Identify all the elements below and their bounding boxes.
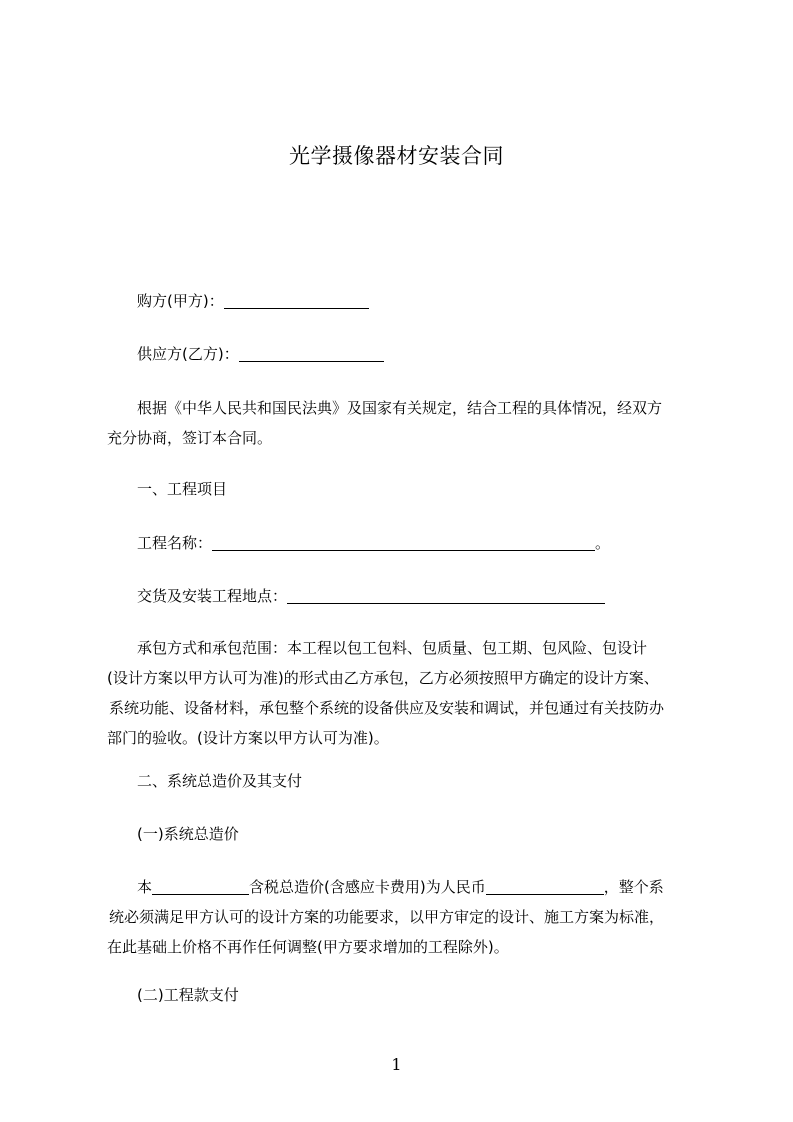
project-name-label: 工程名称： — [137, 534, 213, 552]
project-name-suffix: 。 — [595, 534, 611, 552]
scope-line-1: 承包方式和承包范围：本工程以包工包料、包质量、包工期、包风险、包设计 — [137, 639, 648, 657]
price-line-2: 统必须满足甲方认可的设计方案的功能要求，以甲方审定的设计、施工方案为标准， — [109, 908, 665, 926]
scope-line-2: (设计方案以甲方认可为准)的形式由乙方承包，乙方必须按照甲方确定的设计方案、 — [107, 669, 659, 687]
price-middle: 含税总造价(含感应卡费用)为人民币 — [249, 878, 486, 896]
price-line-1 — [107, 872, 697, 902]
delivery-location-blank — [287, 587, 605, 604]
document-title: 光学摄像器材安装合同 — [289, 144, 504, 168]
project-name-blank — [212, 534, 595, 551]
scope-paragraph — [107, 633, 697, 753]
price-suffix: ，整个系 — [603, 878, 664, 896]
subsection-1-heading: (一)系统总造价 — [137, 825, 239, 843]
price-amount-blank — [486, 878, 604, 895]
buyer-label: 购方(甲方)： — [137, 292, 224, 310]
intro-line-2: 充分协商，签订本合同。 — [107, 429, 273, 447]
page-number: 1 — [391, 1055, 402, 1074]
supplier-label: 供应方(乙方)： — [137, 345, 239, 363]
delivery-location-label: 交货及安装工程地点： — [137, 587, 288, 605]
subsection-2-heading: (二)工程款支付 — [137, 986, 239, 1004]
project-name-line — [137, 528, 610, 558]
price-line-3: 在此基础上价格不再作任何调整(甲方要求增加的工程除外)。 — [107, 938, 509, 956]
section-1-heading: 一、工程项目 — [137, 480, 228, 498]
price-project-blank — [152, 878, 249, 895]
buyer-line — [137, 286, 369, 316]
price-prefix: 本 — [137, 878, 153, 896]
delivery-location-line — [137, 581, 605, 611]
intro-paragraph — [107, 393, 697, 453]
supplier-blank — [239, 345, 384, 362]
price-paragraph — [107, 872, 697, 962]
supplier-line — [137, 339, 384, 369]
scope-line-3: 系统功能、设备材料，承包整个系统的设备供应及安装和调试，并包通过有关技防办 — [109, 699, 665, 717]
scope-line-4: 部门的验收。(设计方案以甲方认可为准)。 — [107, 729, 389, 747]
section-2-heading: 二、系统总造价及其支付 — [137, 772, 303, 790]
intro-line-1: 根据《中华人民共和国民法典》及国家有关规定，结合工程的具体情况，经双方 — [137, 399, 663, 417]
buyer-blank — [224, 292, 369, 309]
